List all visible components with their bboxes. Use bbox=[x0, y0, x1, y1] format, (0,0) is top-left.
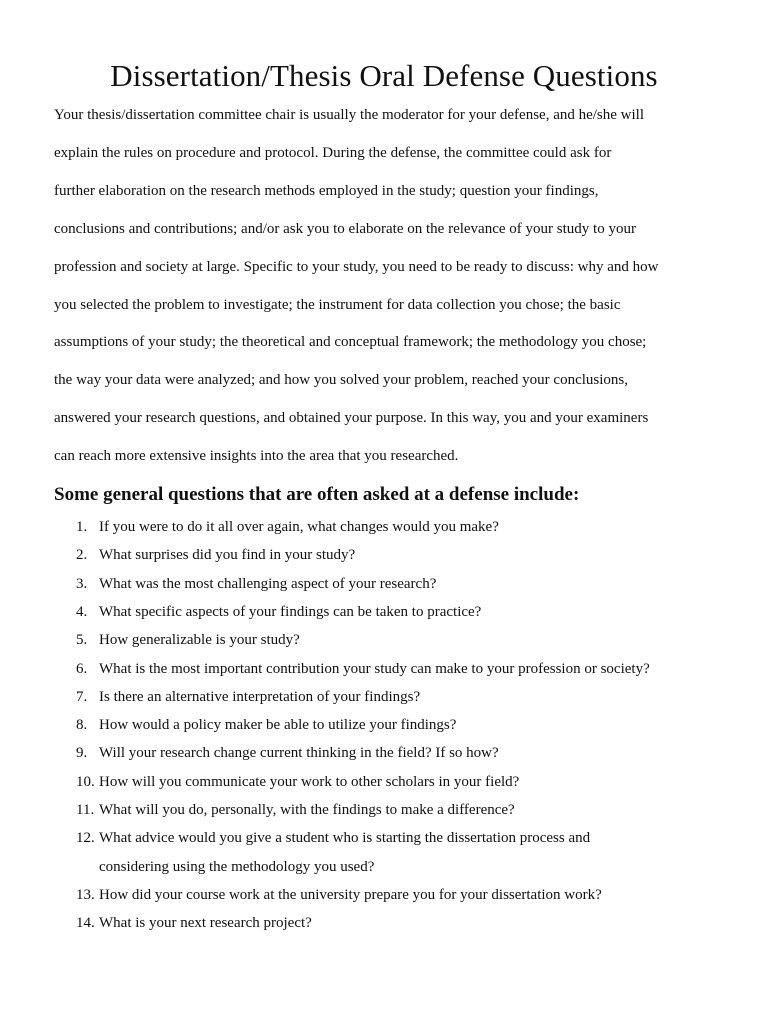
questions-heading: Some general questions that are often asked at a defense include: bbox=[54, 484, 580, 506]
question-text-line: What advice would you give a student who is starting the dissertation process and bbox=[99, 830, 591, 847]
question-text-line: What was the most challenging aspect of your research? bbox=[99, 575, 437, 592]
question-number: 12. bbox=[76, 830, 95, 847]
question-text bbox=[99, 739, 714, 767]
question-text bbox=[99, 683, 714, 711]
question-item bbox=[54, 881, 714, 909]
question-number: 6. bbox=[76, 660, 88, 677]
question-text bbox=[99, 711, 714, 739]
question-item bbox=[54, 683, 714, 711]
question-text-line: How would a policy maker be able to utilize your findings? bbox=[99, 717, 457, 734]
question-text bbox=[99, 513, 714, 541]
question-number: 3. bbox=[76, 575, 88, 592]
question-text-line: If you were to do it all over again, what changes would you make? bbox=[99, 519, 499, 536]
question-item bbox=[54, 598, 714, 626]
intro-line: you selected the problem to investigate; the instrument for data collection you chose; the basic bbox=[54, 296, 621, 313]
question-number: 11. bbox=[76, 802, 95, 819]
question-text bbox=[99, 909, 714, 937]
question-text-line: What specific aspects of your findings can be taken to practice? bbox=[99, 603, 482, 620]
question-number: 10. bbox=[76, 773, 95, 790]
question-item bbox=[54, 626, 714, 654]
question-text bbox=[99, 768, 714, 796]
question-item bbox=[54, 541, 714, 569]
question-text-line: What will you do, personally, with the findings to make a difference? bbox=[99, 802, 515, 819]
question-item bbox=[54, 909, 714, 937]
question-number: 2. bbox=[76, 547, 88, 564]
question-number: 7. bbox=[76, 688, 88, 705]
question-text bbox=[99, 796, 714, 824]
intro-line: further elaboration on the research methods employed in the study; question your findings, bbox=[54, 182, 599, 199]
question-number: 1. bbox=[76, 519, 88, 536]
intro-line: the way your data were analyzed; and how you solved your problem, reached your conclusions, bbox=[54, 372, 628, 389]
question-text bbox=[99, 881, 714, 909]
question-item bbox=[54, 655, 714, 683]
question-text-line: How generalizable is your study? bbox=[99, 632, 300, 649]
question-item bbox=[54, 513, 714, 541]
question-number: 9. bbox=[76, 745, 88, 762]
question-number: 4. bbox=[76, 603, 88, 620]
question-item bbox=[54, 570, 714, 598]
question-text-line: How did your course work at the university prepare you for your dissertation work? bbox=[99, 886, 602, 903]
question-item bbox=[54, 824, 714, 881]
question-text-line: Will your research change current thinking in the field? If so how? bbox=[99, 745, 499, 762]
question-text-line: What surprises did you find in your study? bbox=[99, 547, 356, 564]
question-text bbox=[99, 541, 714, 569]
question-text-line: Is there an alternative interpretation of your findings? bbox=[99, 688, 421, 705]
question-text-line: What is the most important contribution your study can make to your profession or society? bbox=[99, 660, 650, 677]
question-item bbox=[54, 711, 714, 739]
question-text-line: considering using the methodology you used? bbox=[99, 858, 375, 875]
question-item bbox=[54, 796, 714, 824]
question-text bbox=[99, 570, 714, 598]
question-text bbox=[99, 626, 714, 654]
question-text-line: How will you communicate your work to other scholars in your field? bbox=[99, 773, 520, 790]
intro-line: can reach more extensive insights into the area that you researched. bbox=[54, 448, 459, 465]
question-number: 5. bbox=[76, 632, 88, 649]
question-number: 13. bbox=[76, 886, 95, 903]
intro-line: conclusions and contributions; and/or ask you to elaborate on the relevance of your study to your bbox=[54, 220, 636, 237]
question-list bbox=[54, 513, 714, 937]
question-text bbox=[99, 598, 714, 626]
intro-line: explain the rules on procedure and protocol. During the defense, the committee could ask for bbox=[54, 144, 612, 161]
question-text bbox=[99, 824, 714, 881]
question-item bbox=[54, 768, 714, 796]
question-text-line: What is your next research project? bbox=[99, 915, 312, 932]
intro-paragraph bbox=[54, 97, 714, 476]
intro-line: Your thesis/dissertation committee chair is usually the moderator for your defense, and he/she will bbox=[54, 107, 645, 123]
question-item bbox=[54, 739, 714, 767]
question-number: 8. bbox=[76, 717, 88, 734]
intro-line: assumptions of your study; the theoretical and conceptual framework; the methodology you chose; bbox=[54, 334, 647, 351]
question-text bbox=[99, 655, 714, 683]
intro-line: answered your research questions, and obtained your purpose. In this way, you and your examiners bbox=[54, 410, 649, 427]
document-title: Dissertation/Thesis Oral Defense Questions bbox=[110, 58, 658, 93]
intro-line: profession and society at large. Specific to your study, you need to be ready to discuss: why and how bbox=[54, 258, 659, 275]
question-number: 14. bbox=[76, 915, 95, 932]
